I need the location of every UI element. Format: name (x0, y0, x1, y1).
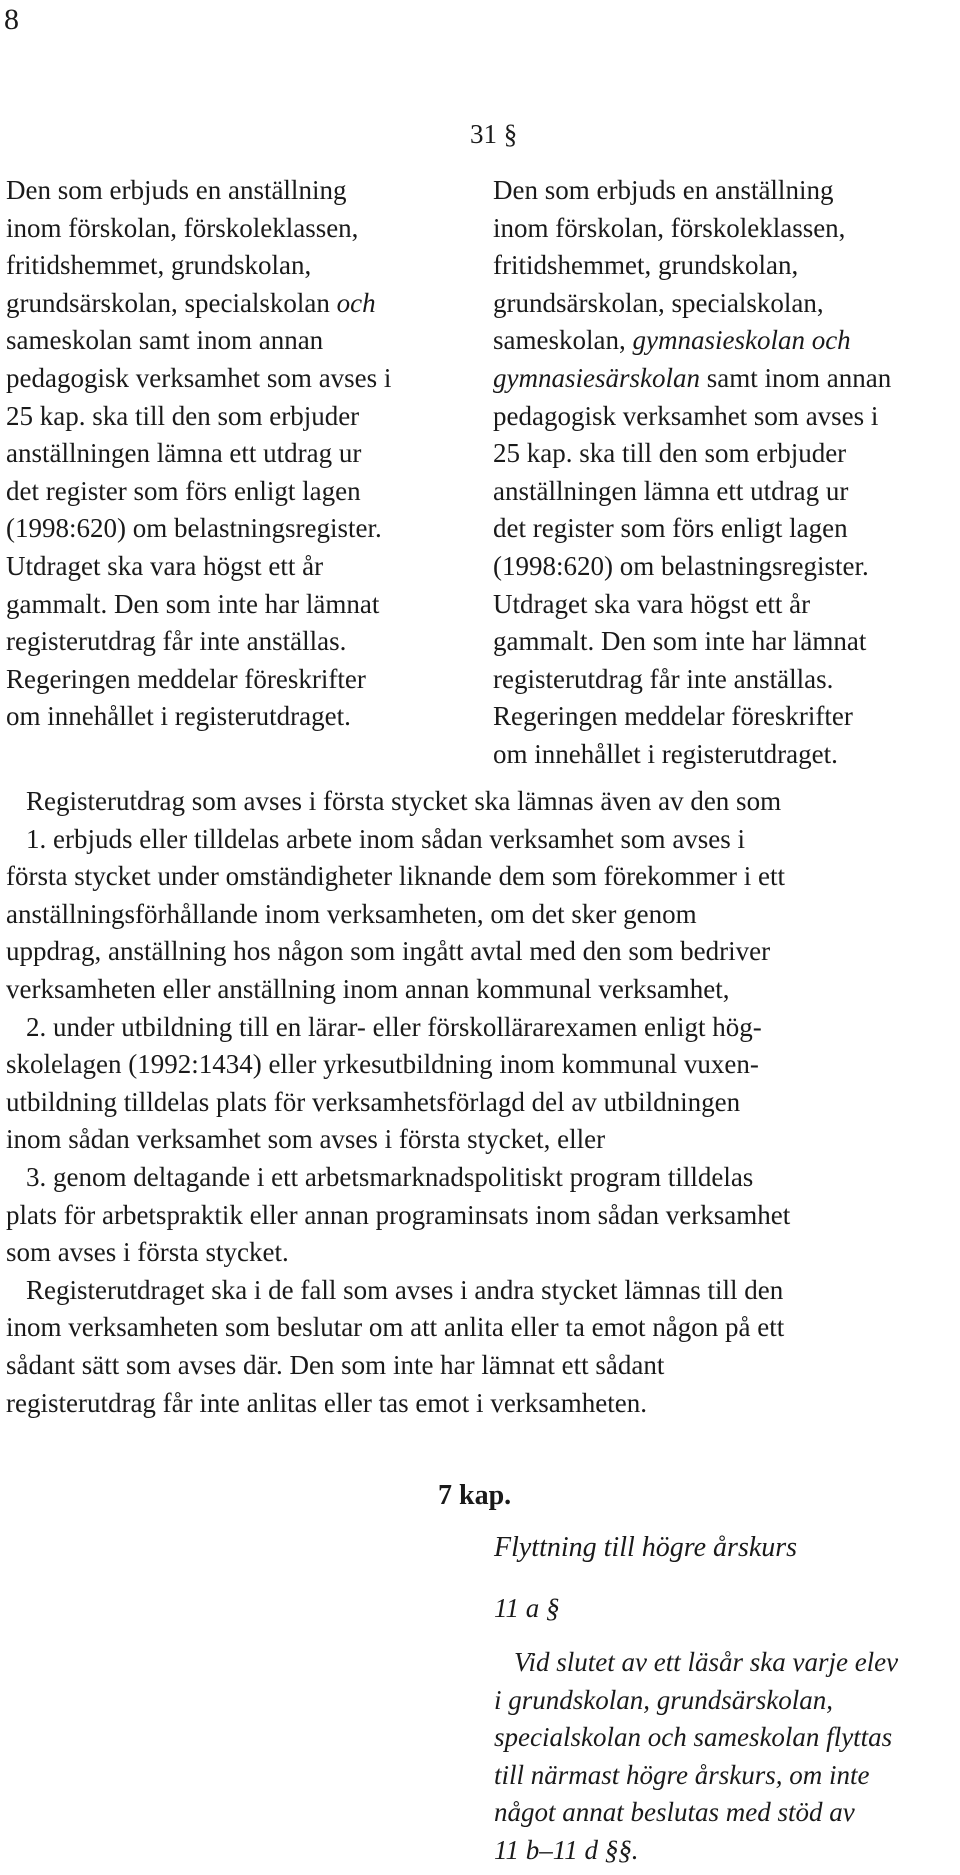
paragraph-line: 2. under utbildning till en lärar- eller förskollärarexamen enligt hög- (26, 1011, 762, 1042)
text: sameskolan, (493, 325, 633, 356)
paragraph-line: Registerutdraget ska i de fall som avses i andra stycket lämnas till den (26, 1274, 784, 1305)
proposed-wording-line (493, 661, 960, 699)
proposed-wording-line (493, 398, 960, 436)
current-wording-column (6, 172, 476, 736)
text: det register som förs enligt lagen (493, 513, 848, 544)
text: 25 kap. ska till den som erbjuder (493, 438, 847, 469)
current-wording-line (6, 435, 476, 473)
text: anställningen lämna ett utdrag ur (6, 438, 362, 469)
section-number: 31 § (470, 119, 518, 149)
current-wording-line (6, 510, 476, 548)
chapter7-body-line: något annat beslutas med stöd av (494, 1797, 855, 1828)
paragraph-line: som avses i första stycket. (6, 1237, 289, 1268)
text: sameskolan samt inom annan (6, 325, 324, 356)
current-wording-line (6, 661, 476, 699)
chapter7-body-line: 11 b–11 d §§. (494, 1834, 639, 1865)
current-wording-line (6, 285, 476, 323)
page-number: 8 (4, 3, 19, 36)
current-wording-line (6, 398, 476, 436)
text: inom förskolan, förskoleklassen, (6, 212, 359, 243)
current-wording-line (6, 210, 476, 248)
italic-text: och (336, 287, 376, 318)
text: fritidshemmet, grundskolan, (493, 250, 799, 281)
chapter7-body (494, 1644, 954, 1870)
paragraph-line: 1. erbjuds eller tilldelas arbete inom sådan verksamhet som avses i (26, 823, 746, 854)
text: gammalt. Den som inte har lämnat (6, 588, 380, 619)
text: Den som erbjuds en anställning (493, 175, 834, 205)
chapter7-body-line: i grundskolan, grundsärskolan, (494, 1684, 834, 1715)
proposed-wording-line (493, 510, 960, 548)
section-heading: Flyttning till högre årskurs (494, 1532, 798, 1563)
paragraph-line: inom sådan verksamhet som avses i första stycket, eller (6, 1124, 606, 1155)
text: fritidshemmet, grundskolan, (6, 250, 312, 281)
chapter-title: 7 kap. (438, 1480, 512, 1511)
text: det register som förs enligt lagen (6, 475, 361, 506)
text: gammalt. Den som inte har lämnat (493, 626, 867, 657)
proposed-wording-line (493, 247, 960, 285)
current-wording-line (6, 247, 476, 285)
paragraph-line: Registerutdrag som avses i första stycket ska lämnas även av den som (26, 786, 782, 816)
paragraph-line: uppdrag, anställning hos någon som ingått avtal med den som bedriver (6, 936, 771, 967)
text: grundsärskolan, specialskolan, (493, 287, 824, 318)
current-wording-line (6, 623, 476, 661)
text: Regeringen meddelar föreskrifter (493, 701, 853, 732)
text: pedagogisk verksamhet som avses i (493, 400, 879, 431)
proposed-wording-line (493, 285, 960, 323)
text: samt inom annan (699, 362, 892, 393)
text: (1998:620) om belastningsregister. (493, 550, 869, 581)
full-width-paragraphs (6, 783, 956, 1422)
text: 25 kap. ska till den som erbjuder (6, 400, 360, 431)
paragraph-line: inom verksamheten som beslutar om att anlita eller ta emot någon på ett (6, 1312, 785, 1343)
text: Regeringen meddelar föreskrifter (6, 663, 366, 694)
text: Utdraget ska vara högst ett år (6, 550, 324, 581)
current-wording-line (6, 360, 476, 398)
proposed-wording-line (493, 210, 960, 248)
current-wording-line (6, 172, 476, 210)
text: grundsärskolan, specialskolan (6, 287, 337, 318)
italic-text: gymnasiesärskolan (493, 362, 700, 393)
paragraph-line: utbildning tilldelas plats för verksamhetsförlagd del av utbildningen (6, 1086, 741, 1117)
section-number-11a: 11 a § (494, 1593, 560, 1623)
proposed-wording-line (493, 698, 960, 736)
paragraph-line: registerutdrag får inte anlitas eller tas emot i verksamheten. (6, 1387, 647, 1418)
proposed-wording-line (493, 548, 960, 586)
proposed-wording-line (493, 322, 960, 360)
paragraph-line: sådant sätt som avses där. Den som inte har lämnat ett sådant (6, 1349, 665, 1380)
text: registerutdrag får inte anställas. (6, 626, 347, 657)
chapter7-body-line: specialskolan och sameskolan flyttas (494, 1722, 893, 1753)
text: anställningen lämna ett utdrag ur (493, 475, 849, 506)
current-wording-line (6, 322, 476, 360)
proposed-wording-line (493, 586, 960, 624)
text: om innehållet i registerutdraget. (6, 701, 351, 732)
text: Den som erbjuds en anställning (6, 175, 347, 205)
paragraph-line: plats för arbetspraktik eller annan programinsats inom sådan verksamhet (6, 1199, 791, 1230)
paragraph-line: 3. genom deltagande i ett arbetsmarknadspolitiskt program tilldelas (26, 1161, 754, 1192)
proposed-wording-line (493, 172, 960, 210)
text: inom förskolan, förskoleklassen, (493, 212, 846, 243)
chapter7-body-line: Vid slutet av ett läsår ska varje elev (514, 1647, 899, 1677)
italic-text: gymnasieskolan och (632, 325, 851, 356)
proposed-wording-line (493, 435, 960, 473)
text: pedagogisk verksamhet som avses i (6, 362, 392, 393)
proposed-wording-line (493, 473, 960, 511)
proposed-wording-column (493, 172, 960, 774)
paragraph-line: skolelagen (1992:1434) eller yrkesutbildning inom kommunal vuxen- (6, 1049, 759, 1080)
paragraph-line: anställningsförhållande inom verksamheten, om det sker genom (6, 898, 697, 929)
text: Utdraget ska vara högst ett år (493, 588, 811, 619)
current-wording-line (6, 473, 476, 511)
proposed-wording-line (493, 623, 960, 661)
paragraph-line: verksamheten eller anställning inom annan kommunal verksamhet, (6, 973, 730, 1004)
paragraph-line: första stycket under omständigheter liknande dem som förekommer i ett (6, 861, 786, 892)
text: registerutdrag får inte anställas. (493, 663, 834, 694)
chapter7-body-line: till närmast högre årskurs, om inte (494, 1759, 870, 1790)
proposed-wording-line (493, 736, 960, 774)
current-wording-line (6, 586, 476, 624)
current-wording-line (6, 698, 476, 736)
text: (1998:620) om belastningsregister. (6, 513, 382, 544)
text: om innehållet i registerutdraget. (493, 738, 838, 769)
current-wording-line (6, 548, 476, 586)
proposed-wording-line (493, 360, 960, 398)
